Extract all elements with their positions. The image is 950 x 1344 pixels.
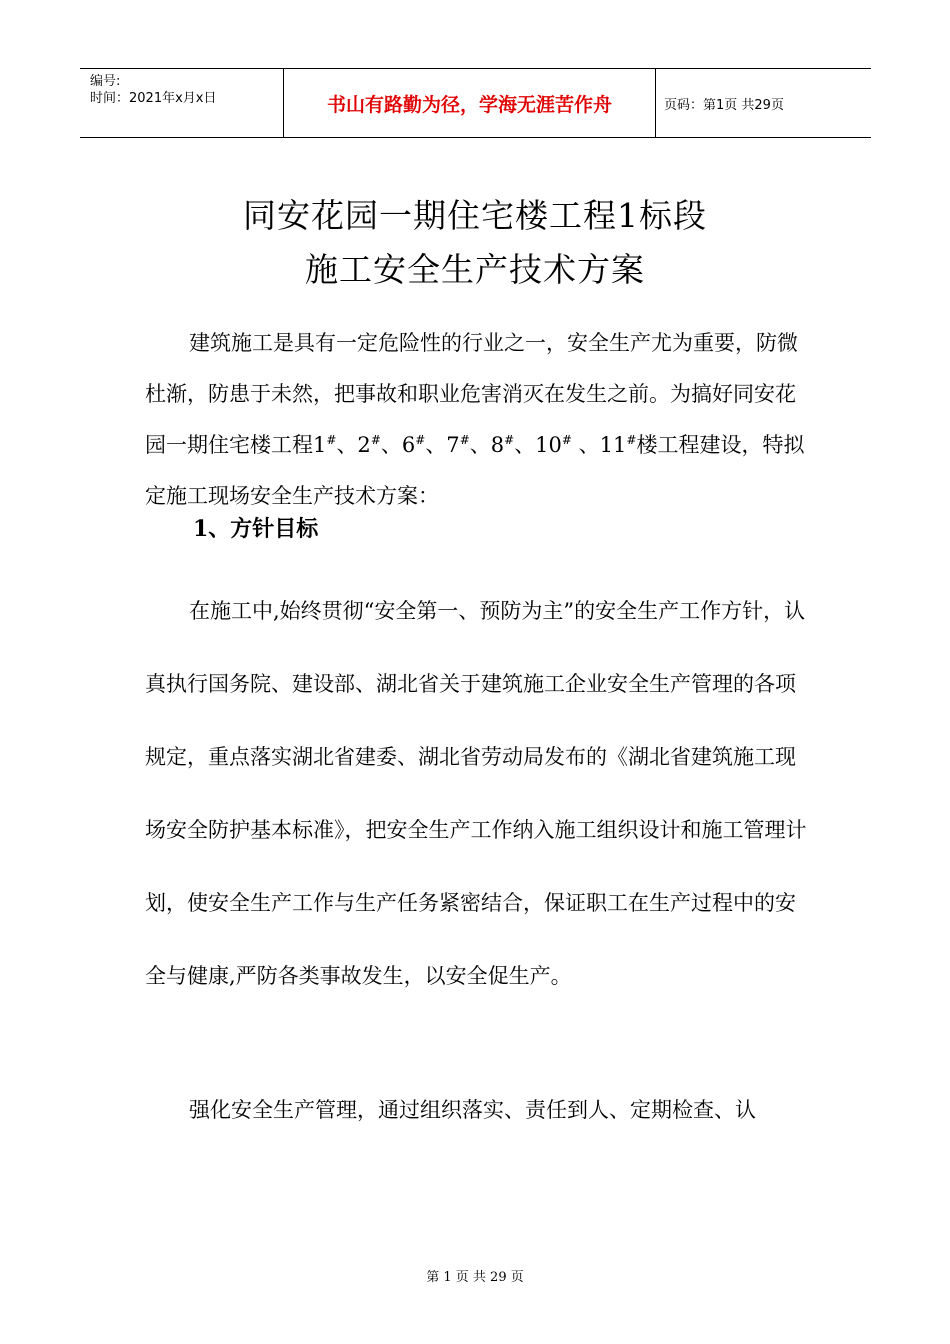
title-line-2: 施工安全生产技术方案 <box>305 250 645 289</box>
header-left-cell <box>80 69 283 137</box>
document-header <box>80 68 871 138</box>
section-heading-1: 1、方针目标 <box>193 516 319 542</box>
intro-paragraph: 建筑施工是具有一定危险性的行业之一，安全生产尤为重要，防微杜渐，防患于未然，把事故和职业危害消灭在发生之前。为搞好同安花园一期住宅楼工程1#、2#、6#、7#、8#、10# 、11#楼工程建设，特拟定施工现场安全生产技术方案： <box>145 331 805 508</box>
time-label: 时间：2021年x月x日 <box>90 91 217 106</box>
header-motto: 书山有路勤为径，学海无涯苦作舟 <box>283 69 656 137</box>
number-label: 编号: <box>90 74 121 89</box>
page-footer: 第 1 页 共 29 页 <box>426 1270 524 1285</box>
title-line-1: 同安花园一期住宅楼工程1标段 <box>243 196 707 235</box>
section1-paragraph: 在施工中,始终贯彻“安全第一、预防为主”的安全生产工作方针，认真执行国务院、建设部、湖北省关于建筑施工企业安全生产管理的各项规定，重点落实湖北省建委、湖北省劳动局发布的《湖北省建筑施工现场安全防护基本标准》，把安全生产工作纳入施工组织设计和施工管理计划，使安全生产工作与生产任务紧密结合，保证职工在生产过程中的安全与健康,严防各类事故发生，以安全促生产。 <box>145 599 807 988</box>
header-page-info: 页码：第1页 共29页 <box>664 97 784 113</box>
section1-paragraph-2: 强化安全生产管理，通过组织落实、责任到人、定期检查、认 <box>189 1098 756 1122</box>
